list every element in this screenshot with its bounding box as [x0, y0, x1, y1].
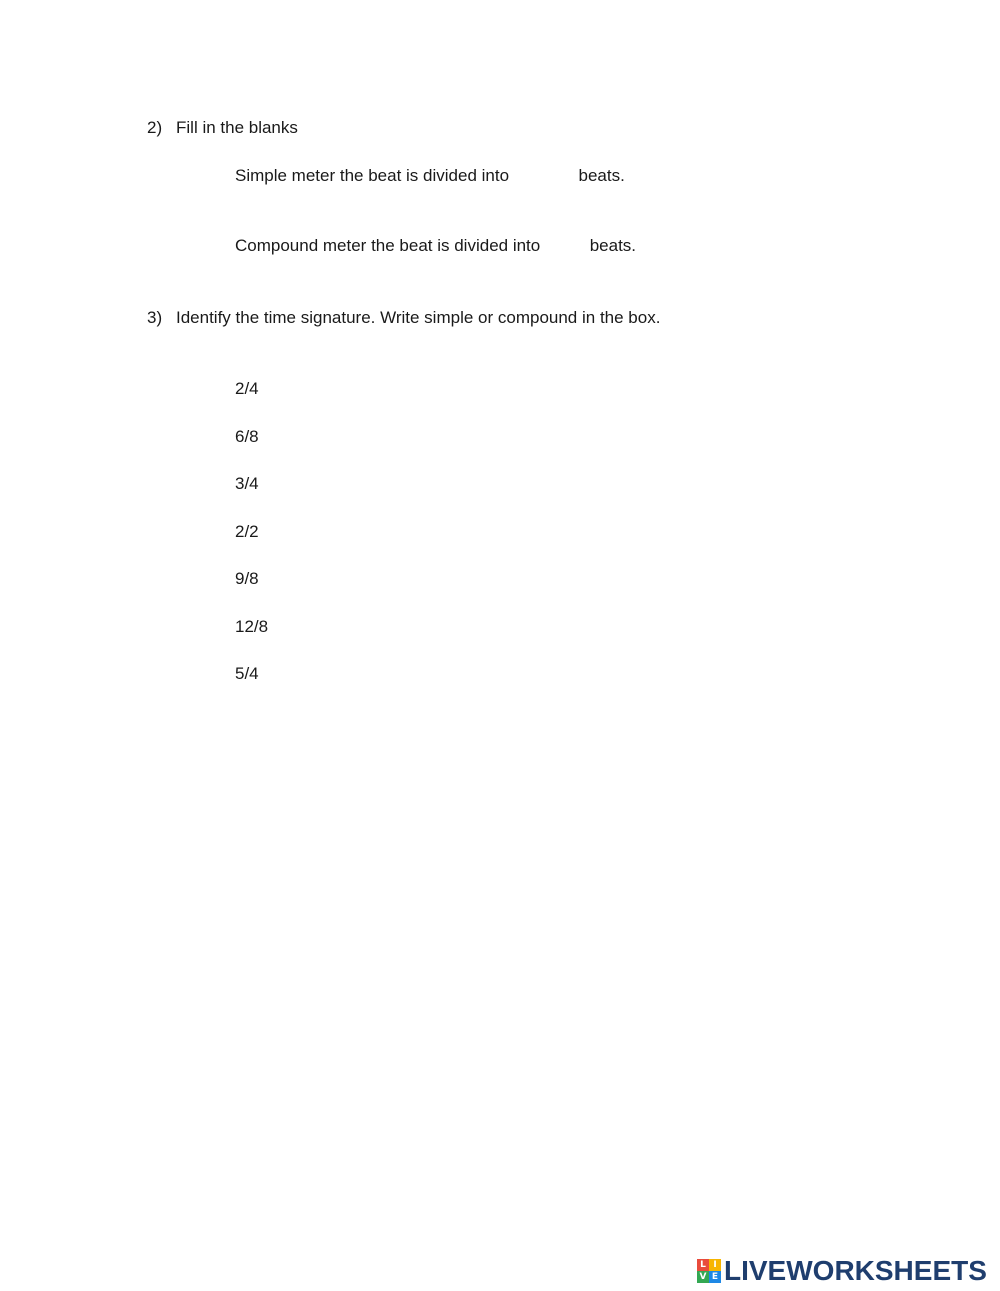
live-logo-icon: L I V E	[697, 1259, 721, 1283]
compound-meter-beats: beats.	[589, 236, 637, 255]
time-signature: 6/8	[235, 427, 259, 446]
question-2-title: Fill in the blanks	[176, 118, 298, 137]
compound-meter-text: Compound meter the beat is divided into	[235, 236, 541, 255]
time-signature: 2/4	[235, 379, 259, 398]
logo-text: LIVEWORKSHEETS	[724, 1255, 987, 1286]
question-3-title: Identify the time signature. Write simple or compound in the box.	[176, 308, 661, 327]
question-3-number: 3)	[147, 308, 163, 327]
time-signature: 9/8	[235, 569, 259, 588]
simple-meter-beats: beats.	[578, 166, 625, 185]
time-signature: 5/4	[235, 664, 259, 683]
time-signature: 2/2	[235, 522, 259, 541]
compound-meter-sentence	[235, 236, 636, 256]
time-signature: 12/8	[235, 617, 269, 636]
time-signature: 3/4	[235, 474, 259, 493]
simple-meter-sentence	[235, 166, 625, 186]
simple-meter-text: Simple meter the beat is divided into	[235, 166, 510, 185]
liveworksheets-logo	[697, 1256, 987, 1286]
question-2-number: 2)	[147, 118, 163, 137]
